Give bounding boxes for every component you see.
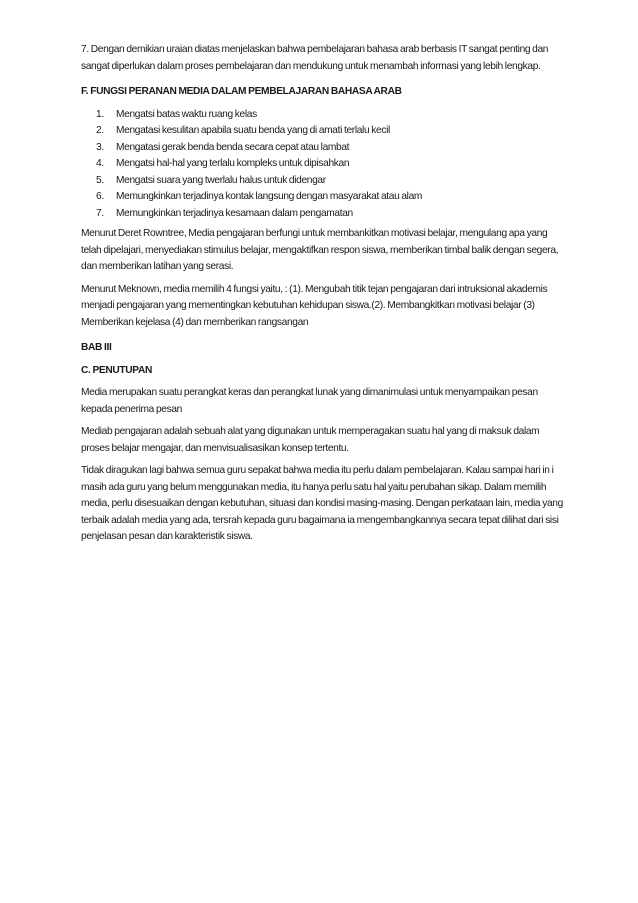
list-item-number: 6.: [96, 191, 104, 202]
list-item: [81, 189, 565, 206]
list-item-text: Mengatsi hal-hal yang terlalu kompleks untuk dipisahkan: [116, 158, 350, 169]
list-item-text: Mengatsi batas waktu ruang kelas: [116, 108, 257, 120]
list-item: [81, 173, 565, 190]
list-item-number: 5.: [96, 174, 104, 186]
section-f-heading: F. FUNGSI PERANAN MEDIA DALAM PEMBELAJARAN BAHASA ARAB: [81, 86, 402, 97]
list-item: [81, 156, 565, 173]
list-item-text: Memungkinkan terjadinya kesamaan dalam pengamatan: [116, 207, 353, 219]
closing-paragraph-2: Mediab pengajaran adalah sebuah alat yang digunakan untuk memperagakan suatu hal yang di maksuk dalam proses belajar mengajar, dan menvisualisasikan konsep tertentu.: [81, 426, 540, 454]
list-item: [81, 123, 565, 140]
section-c-heading: C. PENUTUPAN: [81, 364, 152, 376]
list-item-number: 3.: [96, 141, 104, 153]
list-item: [81, 206, 565, 223]
closing-paragraph-3: Tidak diragukan lagi bahwa semua guru sepakat bahwa media itu perlu dalam pembelajaran. Kalau sampai hari in i masih ada guru yang belum menggunakan media, itu hanya perlu satu hal yaitu perubahan sikap. Dalam memilih media, perlu disesuaikan dengan kebutuhan, situasi dan kondisi masing-masing. Dengan perkataan lain, media yang terbaik adalah media yang ada, tersrah kepada guru bagaimana ia mengembangkannya secara tepat dilihat dari sisi penjelasan pesan dan karakteristik siswa.: [81, 465, 563, 542]
list-item-number: 1.: [96, 108, 104, 120]
meknown-paragraph: Menurut Meknown, media memilih 4 fungsi yaitu, : (1). Mengubah titik tejan pengajaran dari intruksional akademis menjadi pengajaran yang mementingkan kebutuhan kehidupan siswa.(2). Membangkitkan motivasi belajar (3) Memberikan kejelasa (4) dan memberikan rangsangan: [81, 283, 548, 328]
list-item-number: 7.: [96, 207, 104, 219]
list-item-text: Mengatasi kesulitan apabila suatu benda yang di amati terlalu kecil: [116, 125, 390, 136]
list-item: [81, 107, 565, 124]
list-item: [81, 140, 565, 157]
document-body: [81, 42, 565, 552]
closing-paragraph-1: Media merupakan suatu perangkat keras dan perangkat lunak yang dimanimulasi untuk menyampaikan pesan kepada penerima pesan: [81, 387, 538, 415]
list-item-number: 2.: [96, 125, 104, 136]
function-list: [81, 107, 565, 223]
rowntree-paragraph: Menurut Deret Rowntree, Media pengajaran berfungi untuk membankitkan motivasi belajar, mengulang apa yang telah dipelajari, menyediakan stimulus belajar, mengaktifkan respon siswa, memberikan timbal balik dengan segera, dan memberikan latihan yang serasi.: [81, 228, 559, 272]
list-item-number: 4.: [96, 158, 104, 169]
intro-paragraph: 7. Dengan demikian uraian diatas menjelaskan bahwa pembelajaran bahasa arab berbasis IT sangat penting dan sangat diperlukan dalam proses pembelajaran dan mendukung untuk menambah informasi yang lebih lengkap.: [81, 44, 549, 72]
list-item-text: Memungkinkan terjadinya kontak langsung dengan masyarakat atau alam: [116, 191, 423, 202]
bab-heading: BAB III: [81, 342, 112, 353]
list-item-text: Mengatasi gerak benda benda secara cepat atau lambat: [116, 141, 350, 153]
list-item-text: Mengatsi suara yang twerlalu halus untuk didengar: [116, 174, 326, 186]
